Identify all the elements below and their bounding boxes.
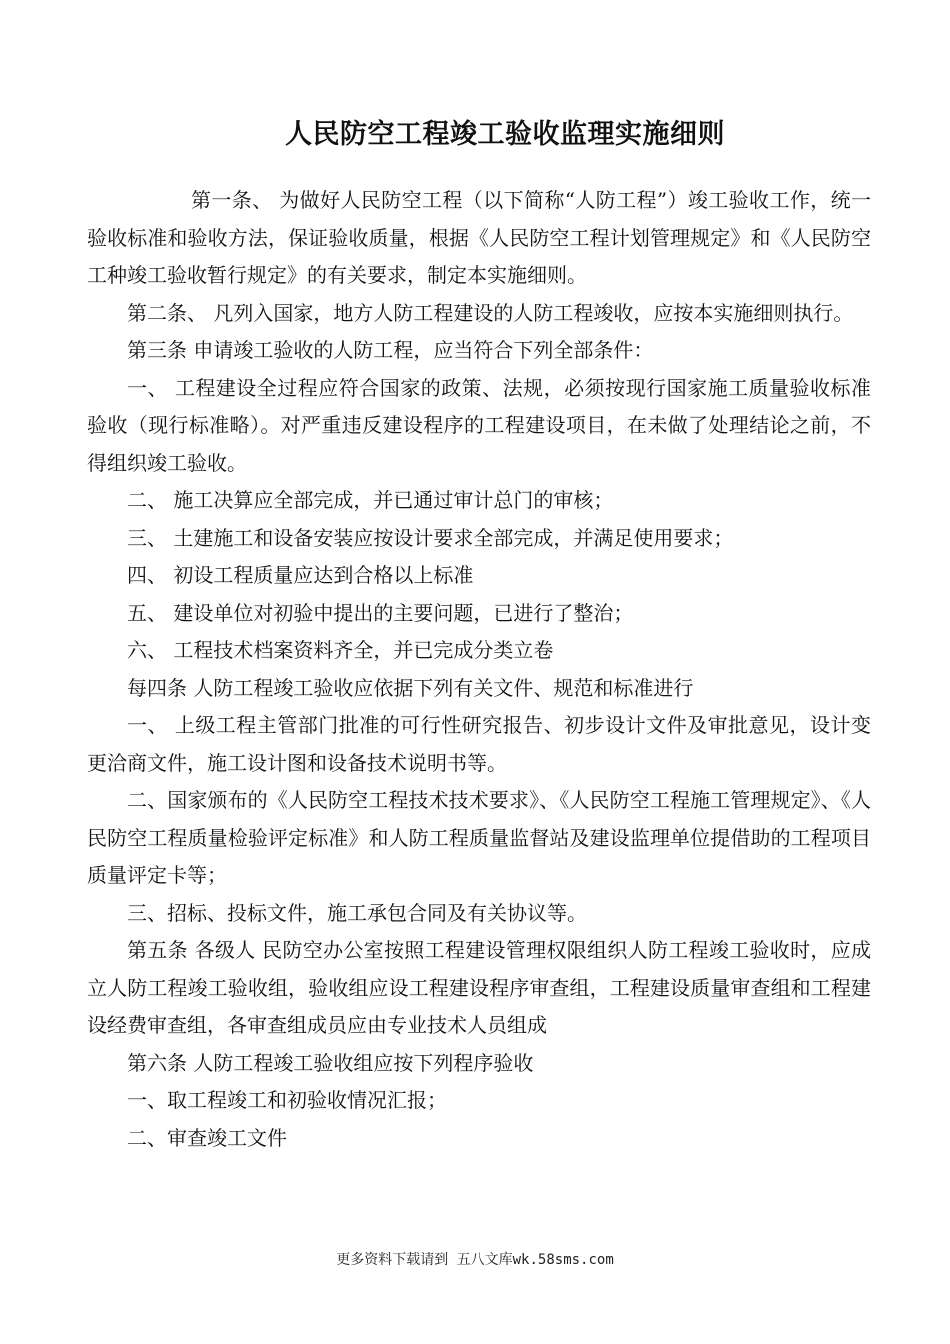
paragraph-article-3-item-4: 四、 初设工程质量应达到合格以上标准 [127, 563, 474, 587]
paragraph-article-3-item-6: 六、 工程技术档案资料齐全，并已完成分类立卷 [127, 638, 554, 662]
paragraph-article-4-item-1: 一、 上级工程主管部门批准的可行性研究报告、初步设计文件及审批意见，设计变更洽商文件，施工设计图和设备技术说明书等。 [87, 713, 871, 775]
paragraph-article-3: 第三条 申请竣工验收的人防工程，应当符合下列全部条件： [127, 338, 654, 362]
paragraph-article-4: 每四条 人防工程竣工验收应依据下列有关文件、规范和标准进行 [127, 675, 694, 700]
paragraph-article-6-item-2: 二、审查竣工文件 [127, 1125, 287, 1150]
paragraph-article-6-item-1: 一、取工程竣工和初验收情况汇报； [127, 1088, 447, 1112]
document-body [87, 182, 871, 1157]
page-title: 人民防空工程竣工验收监理实施细则 [285, 119, 725, 150]
paragraph-article-4-item-3: 三、招标、投标文件，施工承包合同及有关协议等。 [127, 900, 587, 925]
paragraph-article-3-item-1: 一、 工程建设全过程应符合国家的政策、法规，必须按现行国家施工质量验收标准验收（现行标准略）。对严重违反建设程序的工程建设项目，在未做了处理结论之前，不得组织竣工验收。 [87, 375, 871, 475]
paragraph-article-6: 第六条 人防工程竣工验收组应按下列程序验收 [127, 1050, 534, 1075]
paragraph-article-2: 第二条、 凡列入国家，地方人防工程建设的人防工程竣收，应按本实施细则执行。 [127, 300, 854, 325]
page-footer: 更多资料下载请到 五八文库wk.58sms.com [336, 1252, 614, 1268]
paragraph-article-3-item-2: 二、 施工决算应全部完成，并已通过审计总门的审核； [127, 488, 614, 512]
paragraph-article-1: 第一条、 为做好人民防空工程（以下简称“人防工程”）竣工验收工作，统一验收标准和验收方法，保证验收质量，根据《人民防空工程计划管理规定》和《人民防空工种竣工验收暂行规定》的有关要求，制定本实施细则。 [87, 188, 871, 287]
paragraph-article-3-item-5: 五、 建设单位对初验中提出的主要问题，已进行了整治； [127, 600, 634, 625]
paragraph-article-3-item-3: 三、 土建施工和设备安装应按设计要求全部完成，并满足使用要求； [127, 525, 734, 550]
paragraph-article-5: 第五条 各级人 民防空办公室按照工程建设管理权限组织人防工程竣工验收时，应成立人防工程竣工验收组，验收组应设工程建设程序审查组，工程建设质量审查组和工程建设经费审查组，各审查组成员应由专业技术人员组成 [87, 938, 871, 1037]
paragraph-article-4-item-2: 二、国家颁布的《人民防空工程技术技术要求》、《人民防空工程施工管理规定》、《人民防空工程质量检验评定标准》和人防工程质量监督站及建设监理单位提借助的工程项目质量评定卡等； [87, 788, 871, 887]
